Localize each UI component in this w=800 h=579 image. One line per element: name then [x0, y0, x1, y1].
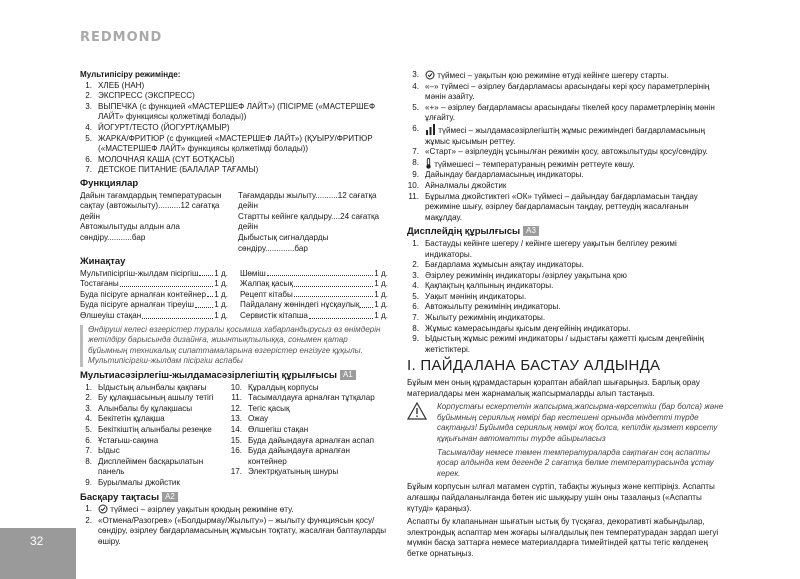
list-item: 2. Бағдарлама жұмысын аяқтау индикаторы. [412, 260, 584, 270]
figure-badge: A3 [523, 226, 539, 236]
list-item: 6. Ұстағыш-сақина [85, 435, 159, 445]
list-item: 4. Бекітетін құлақша [85, 414, 165, 424]
brand-logo: REDMOND [80, 30, 163, 45]
kit-row: Рецепт кітабы 1 д. [240, 289, 388, 299]
figure-badge: A2 [162, 492, 178, 502]
function-line: Дыбыстық сигналдарды сөндіру.............бар [238, 232, 329, 253]
modes-list [80, 81, 388, 176]
list-item: 5. «+» – әзірлеу бағдарламасы арасындағы тікелей қосу параметрлерінің мәнін ұлғайту. [412, 102, 715, 123]
list-item: 8. Дисплейімен басқарылатын панель [85, 456, 204, 477]
list-item: 7. Жылыту режимінің индикаторы. [412, 313, 546, 323]
functions-table [80, 191, 388, 255]
kit-row: Жалпақ қасық 1 д. [240, 279, 388, 289]
list-item: 17. Электрқуатының шнуры [230, 467, 339, 477]
list-item: 4. ЙОГУРТ/ТЕСТО (ЙОГУРТ/ҚАМЫР) [85, 122, 230, 132]
list-item: 4. «–» түймесі – әзірлеу бағдарламасы арасындағы кері қосу параметрлерінің мәнін азайту. [412, 81, 710, 102]
list-item: 12. Тегіс қасық [230, 403, 290, 413]
paragraph: Бұйым корпусын ылғал матамен сүртіп, табақты жуыңыз және кептіріңіз. Аспапты алғашқы пайдаланылғанда бөтен иіс шыққыру ушін оны тазалаңыз («Аспапты күтуді» қараңыз). [407, 482, 715, 513]
page-number: 32 [30, 534, 44, 548]
list-item: 3. түймесі – уақытын қою режиміне өтуді кейінге шегеру старты. [412, 70, 669, 80]
right-column [407, 70, 725, 563]
warning-text: Корпустағы ескертетін жапсырма,жапсырма-көрсеткіш (бар болса) және бұйымның сериялық нөмірі бар кестешені орнында міндетті түрде сақтаңыз! Бұйымда сериялық нөмірі жоқ болса, кепілдік қызмет көрсету құқығынан автоматты түрде айырыласыз [437, 402, 724, 443]
list-item: 1. түймесі – әзірлеу уақытын қоюдың режиміне өту. [85, 504, 294, 515]
list-item: 5. Бекіткіштің алынбалы резеңке [85, 425, 212, 434]
list-item: 5. Уақыт мәнінің индикаторы. [412, 291, 527, 301]
list-item: 10. Құралдың корпусы [230, 382, 319, 392]
list-item: 14. Өлшегіш стақан [230, 425, 309, 434]
list-item: 6. Автожылыту режимінің индикаторы. [412, 302, 561, 312]
function-line: Стартты кейінге қалдыру....24 сағатқа дейін [238, 211, 379, 232]
function-line: Автожылытуды алдын ала сөндіру...........бар [80, 222, 180, 242]
kit-row: Мультипісіргіш-жылдам пісіргіш 1 д. [80, 268, 228, 278]
list-item: 1. Ыдыстың алынбалы қақпағы [85, 382, 207, 392]
display-heading: Дисплейдің құрылғысы A3 [407, 226, 725, 238]
list-item: 11. Тасымалдауға арналған тұтқалар [231, 393, 375, 403]
paragraph: Аспапты бу клапанынан шығатын ыстық бу түсқағаз, декоративті жабындылар, электрондық аспаптар мен жоғары ылғалдылық пен температурадан зардап шегуі мүмкін басқа заттарға немесе материалдарға тимейтіндей қатты тегіс көлденең бетке орнатыңыз. [407, 517, 719, 558]
modes-heading: Мультипісіру режимінде: [80, 70, 181, 79]
warning-text: Тасымалдау немесе төмен температураларда сақтаған соң аспапты қосар алдында кем дегенде 2 сағатқа бөлме температурасында ұстау керек. [437, 447, 714, 478]
list-item: 3. Әзірлеу режимінің индикаторы /әзірлеу уақытына қою [412, 270, 627, 280]
list-item: 2. «Отмена/Разогрев» («Болдырмау/Жылыту») – жылыту функциясын қосу/сөндіру, әзірлеу бағдарламасының жұмысын тоқтату, жасалған баптауларды өшіру. [85, 515, 387, 546]
kit-row: Пайдалану жөніндегі нұсқаулық 1 д. [240, 300, 388, 310]
function-line: сақтау (автожылыту)..........12 сағатқа дейін [80, 201, 220, 221]
list-item: 15. Буда дайындауға арналған аспап [230, 435, 374, 445]
list-item: 7. «Старт» – әзірлеудің ұсынылған режимін қосу, автожылытуды қосу/сөндіру. [412, 147, 708, 157]
kit-note: Өндіруші келесі өзгерістер туралы қосымша хабарландырусыз өз өнімдерін жетілдіру барысында дизайнға, жиынтықтылыққа, сонымен қатар бұйымның техникалық сипаттамаларына өзгерістер енгізуге құқылы. Мультипісіргіш-жылдам пісіргіш аспабы [80, 325, 388, 367]
list-item: 9. Бурылмалы джойстик [85, 477, 180, 487]
device-heading: Мультиасәзірлегіш-жылдамасәзірлегіштің құрылғысы A1 [80, 370, 388, 382]
list-item: 6. МОЛОЧНАЯ КАША (СҮТ БОТҚАСЫ) [85, 154, 235, 164]
warning-block [407, 402, 725, 479]
list-item: 1. Бастауды кейінге шегеру / кейінге шегеру уақытын белгілеу режимі индикаторы. [412, 238, 677, 259]
kit-row: Сервистік кітапша 1 д. [240, 311, 388, 321]
pressure-bars-icon [425, 124, 436, 135]
delay-start-icon [425, 70, 435, 80]
thermometer-icon [425, 158, 432, 169]
functions-heading: Функциялар [80, 177, 139, 189]
list-item: 7. ДЕТСКОЕ ПИТАНИЕ (БАЛАЛАР ТАҒАМЫ) [85, 165, 259, 175]
list-item: 2. Бу құлақшасының ашылу тетігі [85, 393, 214, 403]
figure-badge: A1 [340, 370, 356, 380]
list-item: 6. түймесі – жылдамасәзірлегіштің жұмыс режиміндегі бағдарламасының жұмыс қысымын реттеу. [412, 123, 705, 146]
display-list [407, 239, 725, 356]
intro-paragraph: Бұйым мен оның құрамдастарын қораптан абайлап шығарыңыз. Барлық орау материалдары мен жарнамалық жапсырмаларды алып тастаңыз. [407, 378, 700, 398]
kit-row: Өлшеуіш стақан 1 д. [80, 311, 228, 321]
list-item: 10. Айналмалы джойстик [407, 180, 507, 190]
list-item: 2. ЭКСПРЕСС (ЭКСПРЕСС) [85, 91, 195, 101]
list-item: 3. Алынбалы бу құлақшасы [85, 403, 193, 413]
list-item: 1. ХЛЕБ (НАН) [85, 80, 145, 90]
kit-row: Тостағаны 1 д. [80, 279, 228, 289]
kit-row: Буда пісіруге арналған контейнер 1 д. [80, 289, 228, 299]
list-item: 8. Жұмыс камерасындағы қысым деңгейінің индикаторы. [412, 323, 631, 333]
section-title: I. ПАЙДАЛАНА БАСТАУ АЛДЫНДА [407, 357, 661, 375]
device-parts [80, 383, 388, 489]
list-item: 9. Ыдыстың жұмыс режимі индикаторы / ыдыстағы қажетті қысым деңгейінің жетістіктері. [412, 334, 704, 354]
panel-heading: Басқару тақтасы A2 [80, 492, 388, 504]
left-column [80, 70, 388, 548]
list-item: 8. түймешесі – температураның режимін реттеуге көшу. [412, 157, 635, 169]
kit-table [80, 269, 388, 322]
list-item: 16. Буда дайындауға арналған контейнер [230, 446, 350, 466]
page-number-tab [0, 528, 76, 579]
list-item: 3. ВЫПЕЧКА (с функцией «МАСТЕРШЕФ ЛАЙТ») (ПІСІРМЕ («МАСТЕРШЕФ ЛАЙТ» функциясы қолжетімді болады)) [85, 101, 376, 122]
warning-icon [407, 402, 427, 420]
kit-row: Шөміш 1 д. [240, 268, 388, 278]
list-item: 5. ЖАРКА/ФРИТЮР (с функцией «МАСТЕРШЕФ ЛАЙТ») (ҚУЫРУ/ФРИТЮР («МАСТЕРШЕФ ЛАЙТ» функциясы қолжетімді болады)) [85, 133, 373, 154]
list-item: 4. Қақпақтың қалпының индикаторы. [412, 281, 554, 291]
clock-check-icon [98, 504, 108, 514]
list-item: 7. Ыдыс [85, 446, 120, 456]
kit-row: Буда пісіруге арналған тіреуіш 1 д. [80, 300, 228, 310]
list-item: 11. Бұрылма джойстиктегі «ОК» түймесі – дайындау бағдарламасын таңдау режиміне шығу, әзірлеу бағдарламасын таңдау, реттеудің жасалғанын мақұлдау. [408, 191, 698, 222]
list-item: 9. Дайындау бағдарламасының индикаторы. [412, 170, 584, 180]
function-line: Тағамдарды жылыту..........12 сағатқа дейін [238, 190, 377, 211]
list-item: 13. Ожау [230, 414, 269, 424]
panel-list [80, 504, 388, 547]
function-line: Дайын тағамдардың температурасын [80, 190, 222, 200]
panel-list-continued [407, 70, 725, 223]
kit-heading: Жинақтау [80, 256, 126, 268]
